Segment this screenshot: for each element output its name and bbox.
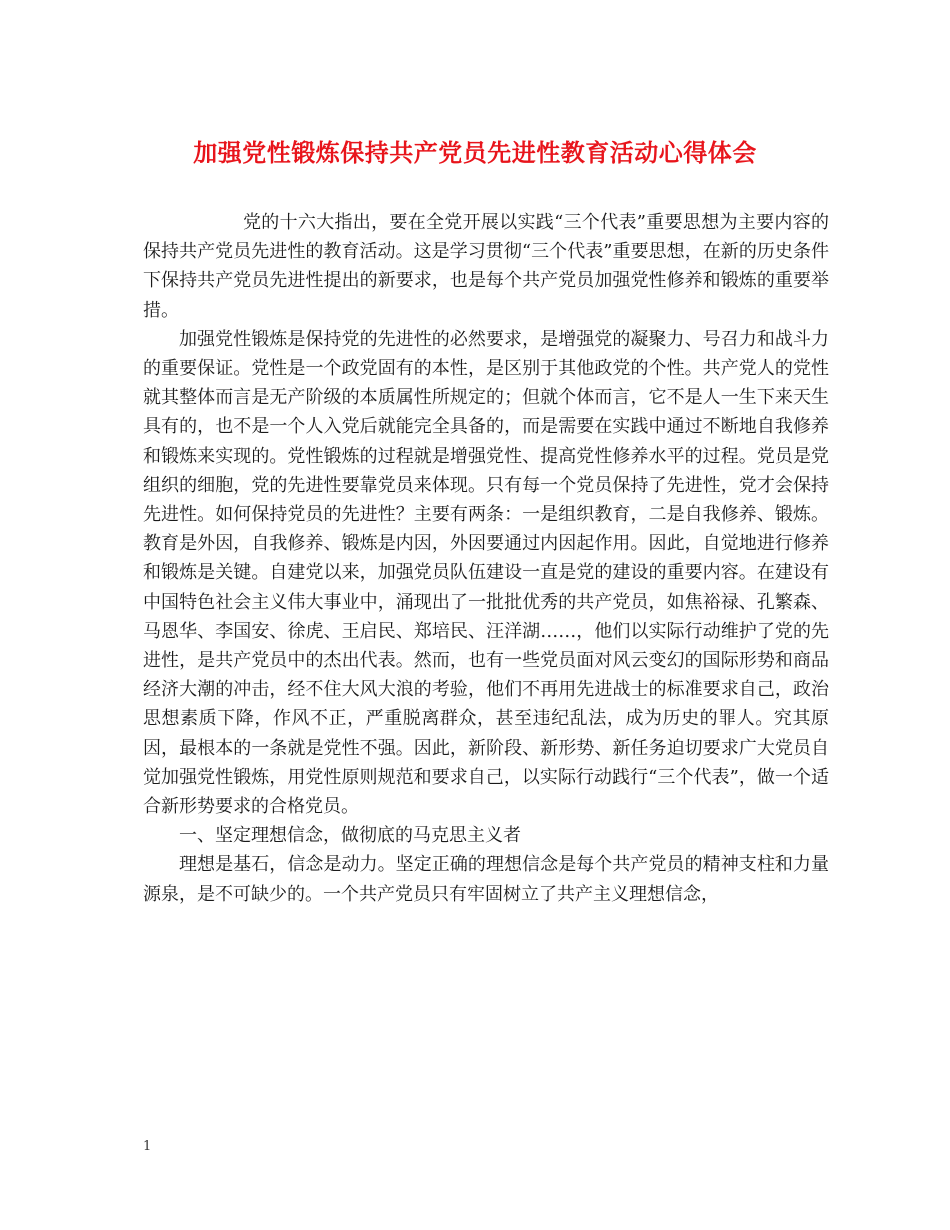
paragraph-party-spirit: 加强党性锻炼是保持党的先进性的必然要求，是增强党的凝聚力、号召力和战斗力的重要保证。党性是一个政党固有的本性，是区别于其他政党的个性。共产党人的党性就其整体而言是无产阶级的本质属性所规定的；但就个体而言，它不是人一生下来天生具有的，也不是一个人入党后就能完全具备的，而是需要在实践中通过不断地自我修养和锻炼来实现的。党性锻炼的过程就是增强党性、提高党性修养水平的过程。党员是党组织的细胞，党的先进性要靠党员来体现。只有每一个党员保持了先进性，党才会保持先进性。如何保持党员的先进性？主要有两条：一是组织教育，二是自我修养、锻炼。教育是外因，自我修养、锻炼是内因，外因要通过内因起作用。因此，自觉地进行修养和锻炼是关键。自建党以来，加强党员队伍建设一直是党的建设的重要内容。在建设有中国特色社会主义伟大事业中，涌现出了一批批优秀的共产党员，如焦裕禄、孔繁森、马恩华、李国安、徐虎、王启民、郑培民、汪洋湖……，他们以实际行动维护了党的先进性，是共产党员中的杰出代表。然而，也有一些党员面对风云变幻的国际形势和商品经济大潮的冲击，经不住大风大浪的考验，他们不再用先进战士的标准要求自己，政治思想素质下降，作风不正，严重脱离群众，甚至违纪乱法，成为历史的罪人。究其原因，最根本的一条就是党性不强。因此，新阶段、新形势、新任务迫切要求广大党员自觉加强党性锻炼，用党性原则规范和要求自己，以实际行动践行“三个代表”，做一个适合新形势要求的合格党员。 <box>143 328 829 818</box>
section-heading-one: 一、坚定理想信念，做彻底的马克思主义者 <box>179 825 521 847</box>
paragraph-ideals: 理想是基石，信念是动力。坚定正确的理想信念是每个共产党员的精神支柱和力量源泉，是不可缺少的。一个共产党员只有牢固树立了共产主义理想信念， <box>143 854 829 905</box>
paragraph-intro: 党的十六大指出，要在全党开展以实践“三个代表”重要思想为主要内容的保持共产党员先进性的教育活动。这是学习贯彻“三个代表”重要思想，在新的历史条件下保持共产党员先进性提出的新要求，也是每个共产党员加强党性修养和锻炼的重要举措。 <box>143 212 829 321</box>
page-number: 1 <box>143 1139 152 1154</box>
document-title: 加强党性锻炼保持共产党员先进性教育活动心得体会 <box>193 138 757 167</box>
document-body <box>143 208 829 909</box>
